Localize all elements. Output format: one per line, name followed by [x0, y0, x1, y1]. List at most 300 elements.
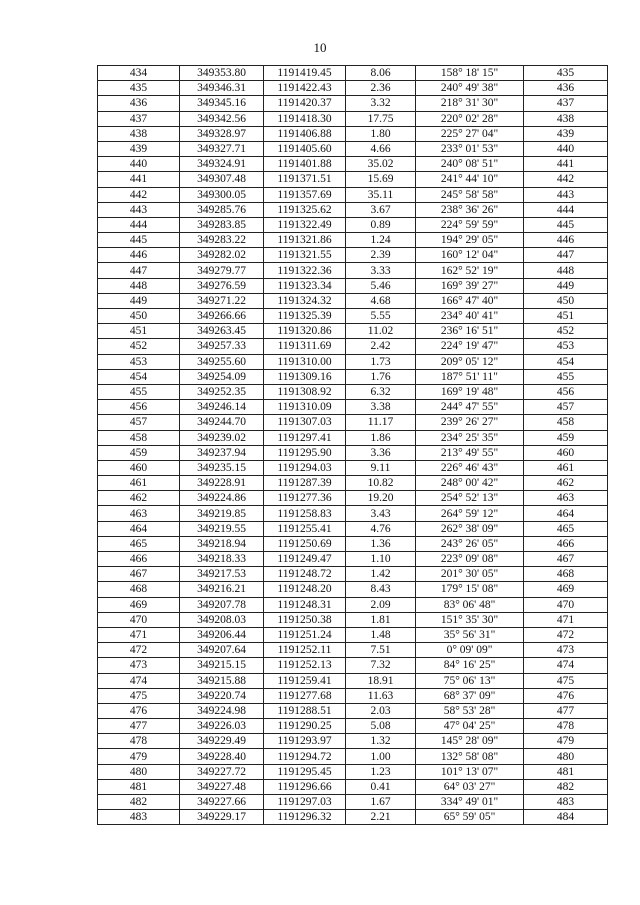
distance-cell: 35.02: [346, 157, 416, 172]
y-coordinate-cell: 1191321.86: [264, 233, 346, 248]
table-row: [98, 536, 608, 551]
point-to-cell: 443: [524, 187, 608, 202]
bearing-cell: 145° 28' 09": [416, 734, 524, 749]
y-coordinate-cell: 1191310.00: [264, 354, 346, 369]
point-to-cell: 448: [524, 263, 608, 278]
point-to-cell: 483: [524, 795, 608, 810]
x-coordinate-cell: 349216.21: [180, 582, 264, 597]
table-row: [98, 597, 608, 612]
y-coordinate-cell: 1191252.13: [264, 658, 346, 673]
y-coordinate-cell: 1191418.30: [264, 111, 346, 126]
x-coordinate-cell: 349237.94: [180, 445, 264, 460]
table-row: [98, 430, 608, 445]
table-row: [98, 354, 608, 369]
y-coordinate-cell: 1191406.88: [264, 126, 346, 141]
x-coordinate-cell: 349239.02: [180, 430, 264, 445]
bearing-cell: 241° 44' 10": [416, 172, 524, 187]
point-to-cell: 466: [524, 536, 608, 551]
point-from-cell: 457: [98, 415, 180, 430]
point-to-cell: 435: [524, 66, 608, 81]
table-row: [98, 324, 608, 339]
table-row: [98, 582, 608, 597]
distance-cell: 18.91: [346, 673, 416, 688]
table-row: [98, 66, 608, 81]
y-coordinate-cell: 1191252.11: [264, 643, 346, 658]
point-from-cell: 482: [98, 795, 180, 810]
bearing-cell: 234° 25' 35": [416, 430, 524, 445]
y-coordinate-cell: 1191296.32: [264, 810, 346, 825]
table-row: [98, 217, 608, 232]
point-to-cell: 442: [524, 172, 608, 187]
distance-cell: 3.33: [346, 263, 416, 278]
table-row: [98, 749, 608, 764]
point-to-cell: 475: [524, 673, 608, 688]
x-coordinate-cell: 349219.55: [180, 521, 264, 536]
x-coordinate-cell: 349252.35: [180, 384, 264, 399]
distance-cell: 7.32: [346, 658, 416, 673]
point-to-cell: 463: [524, 491, 608, 506]
point-to-cell: 441: [524, 157, 608, 172]
point-from-cell: 468: [98, 582, 180, 597]
point-from-cell: 448: [98, 278, 180, 293]
table-row: [98, 141, 608, 156]
y-coordinate-cell: 1191294.03: [264, 460, 346, 475]
bearing-cell: 65° 59' 05": [416, 810, 524, 825]
bearing-cell: 209° 05' 12": [416, 354, 524, 369]
y-coordinate-cell: 1191320.86: [264, 324, 346, 339]
y-coordinate-cell: 1191290.25: [264, 719, 346, 734]
point-from-cell: 477: [98, 719, 180, 734]
table-row: [98, 384, 608, 399]
table-row: [98, 233, 608, 248]
distance-cell: 1.10: [346, 552, 416, 567]
x-coordinate-cell: 349208.03: [180, 612, 264, 627]
bearing-cell: 264° 59' 12": [416, 506, 524, 521]
x-coordinate-cell: 349207.78: [180, 597, 264, 612]
x-coordinate-cell: 349279.77: [180, 263, 264, 278]
point-from-cell: 481: [98, 779, 180, 794]
point-to-cell: 476: [524, 688, 608, 703]
distance-cell: 4.68: [346, 293, 416, 308]
bearing-cell: 225° 27' 04": [416, 126, 524, 141]
bearing-cell: 240° 08' 51": [416, 157, 524, 172]
distance-cell: 4.66: [346, 141, 416, 156]
bearing-cell: 179° 15' 08": [416, 582, 524, 597]
table-row: [98, 703, 608, 718]
point-to-cell: 449: [524, 278, 608, 293]
distance-cell: 4.76: [346, 521, 416, 536]
distance-cell: 0.89: [346, 217, 416, 232]
table-row: [98, 309, 608, 324]
y-coordinate-cell: 1191293.97: [264, 734, 346, 749]
table-row: [98, 415, 608, 430]
x-coordinate-cell: 349215.15: [180, 658, 264, 673]
distance-cell: 1.67: [346, 795, 416, 810]
distance-cell: 2.09: [346, 597, 416, 612]
bearing-cell: 58° 53' 28": [416, 703, 524, 718]
point-to-cell: 462: [524, 476, 608, 491]
point-to-cell: 470: [524, 597, 608, 612]
bearing-cell: 223° 09' 08": [416, 552, 524, 567]
point-from-cell: 444: [98, 217, 180, 232]
y-coordinate-cell: 1191405.60: [264, 141, 346, 156]
distance-cell: 9.11: [346, 460, 416, 475]
y-coordinate-cell: 1191322.36: [264, 263, 346, 278]
table-row: [98, 202, 608, 217]
point-to-cell: 473: [524, 643, 608, 658]
distance-cell: 0.41: [346, 779, 416, 794]
y-coordinate-cell: 1191258.83: [264, 506, 346, 521]
bearing-cell: 334° 49' 01": [416, 795, 524, 810]
distance-cell: 1.80: [346, 126, 416, 141]
point-to-cell: 481: [524, 764, 608, 779]
bearing-cell: 254° 52' 13": [416, 491, 524, 506]
distance-cell: 1.36: [346, 536, 416, 551]
table-row: [98, 111, 608, 126]
table-row: [98, 96, 608, 111]
point-from-cell: 439: [98, 141, 180, 156]
table-row: [98, 293, 608, 308]
bearing-cell: 47° 04' 25": [416, 719, 524, 734]
distance-cell: 11.02: [346, 324, 416, 339]
y-coordinate-cell: 1191322.49: [264, 217, 346, 232]
y-coordinate-cell: 1191420.37: [264, 96, 346, 111]
x-coordinate-cell: 349353.80: [180, 66, 264, 81]
bearing-cell: 220° 02' 28": [416, 111, 524, 126]
point-from-cell: 443: [98, 202, 180, 217]
table-row: [98, 491, 608, 506]
x-coordinate-cell: 349324.91: [180, 157, 264, 172]
table-row: [98, 187, 608, 202]
y-coordinate-cell: 1191297.03: [264, 795, 346, 810]
y-coordinate-cell: 1191251.24: [264, 627, 346, 642]
x-coordinate-cell: 349257.33: [180, 339, 264, 354]
table-row: [98, 400, 608, 415]
table-row: [98, 157, 608, 172]
distance-cell: 1.32: [346, 734, 416, 749]
y-coordinate-cell: 1191277.36: [264, 491, 346, 506]
y-coordinate-cell: 1191309.16: [264, 369, 346, 384]
point-to-cell: 446: [524, 233, 608, 248]
table-row: [98, 810, 608, 825]
y-coordinate-cell: 1191250.38: [264, 612, 346, 627]
distance-cell: 1.48: [346, 627, 416, 642]
distance-cell: 3.67: [346, 202, 416, 217]
point-from-cell: 442: [98, 187, 180, 202]
x-coordinate-cell: 349224.86: [180, 491, 264, 506]
point-to-cell: 436: [524, 81, 608, 96]
table-row: [98, 81, 608, 96]
distance-cell: 5.08: [346, 719, 416, 734]
distance-cell: 19.20: [346, 491, 416, 506]
distance-cell: 3.32: [346, 96, 416, 111]
x-coordinate-cell: 349227.72: [180, 764, 264, 779]
point-to-cell: 480: [524, 749, 608, 764]
y-coordinate-cell: 1191311.69: [264, 339, 346, 354]
x-coordinate-cell: 349255.60: [180, 354, 264, 369]
bearing-cell: 224° 59' 59": [416, 217, 524, 232]
table-row: [98, 567, 608, 582]
point-to-cell: 465: [524, 521, 608, 536]
distance-cell: 10.82: [346, 476, 416, 491]
x-coordinate-cell: 349215.88: [180, 673, 264, 688]
distance-cell: 1.00: [346, 749, 416, 764]
point-from-cell: 464: [98, 521, 180, 536]
point-from-cell: 447: [98, 263, 180, 278]
bearing-cell: 68° 37' 09": [416, 688, 524, 703]
point-to-cell: 447: [524, 248, 608, 263]
x-coordinate-cell: 349228.40: [180, 749, 264, 764]
point-to-cell: 464: [524, 506, 608, 521]
table-row: [98, 795, 608, 810]
table-row: [98, 764, 608, 779]
distance-cell: 5.55: [346, 309, 416, 324]
point-to-cell: 484: [524, 810, 608, 825]
point-to-cell: 471: [524, 612, 608, 627]
y-coordinate-cell: 1191259.41: [264, 673, 346, 688]
point-from-cell: 454: [98, 369, 180, 384]
x-coordinate-cell: 349300.05: [180, 187, 264, 202]
bearing-cell: 218° 31' 30": [416, 96, 524, 111]
bearing-cell: 166° 47' 40": [416, 293, 524, 308]
point-from-cell: 471: [98, 627, 180, 642]
x-coordinate-cell: 349224.98: [180, 703, 264, 718]
y-coordinate-cell: 1191325.39: [264, 309, 346, 324]
point-to-cell: 440: [524, 141, 608, 156]
y-coordinate-cell: 1191295.90: [264, 445, 346, 460]
table-row: [98, 445, 608, 460]
table-row: [98, 521, 608, 536]
bearing-cell: 245° 58' 58": [416, 187, 524, 202]
page-number: 10: [313, 40, 327, 55]
bearing-cell: 160° 12' 04": [416, 248, 524, 263]
bearing-cell: 234° 40' 41": [416, 309, 524, 324]
point-to-cell: 469: [524, 582, 608, 597]
x-coordinate-cell: 349266.66: [180, 309, 264, 324]
point-from-cell: 435: [98, 81, 180, 96]
point-from-cell: 469: [98, 597, 180, 612]
x-coordinate-cell: 349283.22: [180, 233, 264, 248]
y-coordinate-cell: 1191401.88: [264, 157, 346, 172]
distance-cell: 5.46: [346, 278, 416, 293]
point-from-cell: 472: [98, 643, 180, 658]
y-coordinate-cell: 1191323.34: [264, 278, 346, 293]
distance-cell: 1.24: [346, 233, 416, 248]
bearing-cell: 240° 49' 38": [416, 81, 524, 96]
point-to-cell: 454: [524, 354, 608, 369]
distance-cell: 7.51: [346, 643, 416, 658]
point-to-cell: 457: [524, 400, 608, 415]
table-row: [98, 369, 608, 384]
y-coordinate-cell: 1191248.20: [264, 582, 346, 597]
table-body: [98, 66, 608, 825]
point-from-cell: 479: [98, 749, 180, 764]
bearing-cell: 201° 30' 05": [416, 567, 524, 582]
x-coordinate-cell: 349345.16: [180, 96, 264, 111]
point-to-cell: 453: [524, 339, 608, 354]
bearing-cell: 233° 01' 53": [416, 141, 524, 156]
x-coordinate-cell: 349229.17: [180, 810, 264, 825]
y-coordinate-cell: 1191288.51: [264, 703, 346, 718]
x-coordinate-cell: 349217.53: [180, 567, 264, 582]
table-row: [98, 248, 608, 263]
table-row: [98, 552, 608, 567]
x-coordinate-cell: 349227.66: [180, 795, 264, 810]
point-to-cell: 472: [524, 627, 608, 642]
distance-cell: 2.42: [346, 339, 416, 354]
point-to-cell: 460: [524, 445, 608, 460]
point-from-cell: 461: [98, 476, 180, 491]
x-coordinate-cell: 349285.76: [180, 202, 264, 217]
distance-cell: 1.76: [346, 369, 416, 384]
point-from-cell: 446: [98, 248, 180, 263]
point-to-cell: 482: [524, 779, 608, 794]
point-from-cell: 475: [98, 688, 180, 703]
x-coordinate-cell: 349219.85: [180, 506, 264, 521]
bearing-cell: 243° 26' 05": [416, 536, 524, 551]
distance-cell: 17.75: [346, 111, 416, 126]
x-coordinate-cell: 349227.48: [180, 779, 264, 794]
bearing-cell: 64° 03' 27": [416, 779, 524, 794]
bearing-cell: 236° 16' 51": [416, 324, 524, 339]
distance-cell: 2.39: [346, 248, 416, 263]
x-coordinate-cell: 349342.56: [180, 111, 264, 126]
point-from-cell: 453: [98, 354, 180, 369]
point-to-cell: 456: [524, 384, 608, 399]
bearing-cell: 0° 09' 09": [416, 643, 524, 658]
bearing-cell: 244° 47' 55": [416, 400, 524, 415]
y-coordinate-cell: 1191277.68: [264, 688, 346, 703]
point-from-cell: 467: [98, 567, 180, 582]
x-coordinate-cell: 349206.44: [180, 627, 264, 642]
x-coordinate-cell: 349226.03: [180, 719, 264, 734]
distance-cell: 3.36: [346, 445, 416, 460]
x-coordinate-cell: 349263.45: [180, 324, 264, 339]
table-row: [98, 263, 608, 278]
point-from-cell: 445: [98, 233, 180, 248]
distance-cell: 15.69: [346, 172, 416, 187]
bearing-cell: 169° 19' 48": [416, 384, 524, 399]
table-row: [98, 612, 608, 627]
x-coordinate-cell: 349235.15: [180, 460, 264, 475]
distance-cell: 2.21: [346, 810, 416, 825]
point-to-cell: 459: [524, 430, 608, 445]
point-from-cell: 480: [98, 764, 180, 779]
x-coordinate-cell: 349283.85: [180, 217, 264, 232]
x-coordinate-cell: 349271.22: [180, 293, 264, 308]
y-coordinate-cell: 1191255.41: [264, 521, 346, 536]
y-coordinate-cell: 1191371.51: [264, 172, 346, 187]
distance-cell: 2.36: [346, 81, 416, 96]
y-coordinate-cell: 1191321.55: [264, 248, 346, 263]
table-row: [98, 172, 608, 187]
distance-cell: 3.43: [346, 506, 416, 521]
bearing-cell: 84° 16' 25": [416, 658, 524, 673]
table-row: [98, 476, 608, 491]
bearing-cell: 83° 06' 48": [416, 597, 524, 612]
distance-cell: 11.63: [346, 688, 416, 703]
point-to-cell: 450: [524, 293, 608, 308]
point-from-cell: 460: [98, 460, 180, 475]
y-coordinate-cell: 1191419.45: [264, 66, 346, 81]
distance-cell: 6.32: [346, 384, 416, 399]
x-coordinate-cell: 349254.09: [180, 369, 264, 384]
point-from-cell: 458: [98, 430, 180, 445]
point-from-cell: 476: [98, 703, 180, 718]
x-coordinate-cell: 349244.70: [180, 415, 264, 430]
distance-cell: 8.06: [346, 66, 416, 81]
x-coordinate-cell: 349276.59: [180, 278, 264, 293]
x-coordinate-cell: 349218.94: [180, 536, 264, 551]
point-to-cell: 437: [524, 96, 608, 111]
distance-cell: 11.17: [346, 415, 416, 430]
point-from-cell: 441: [98, 172, 180, 187]
bearing-cell: 101° 13' 07": [416, 764, 524, 779]
y-coordinate-cell: 1191296.66: [264, 779, 346, 794]
point-from-cell: 440: [98, 157, 180, 172]
table-row: [98, 460, 608, 475]
bearing-cell: 226° 46' 43": [416, 460, 524, 475]
table-row: [98, 126, 608, 141]
y-coordinate-cell: 1191297.41: [264, 430, 346, 445]
point-to-cell: 477: [524, 703, 608, 718]
x-coordinate-cell: 349218.33: [180, 552, 264, 567]
y-coordinate-cell: 1191248.72: [264, 567, 346, 582]
y-coordinate-cell: 1191325.62: [264, 202, 346, 217]
point-from-cell: 451: [98, 324, 180, 339]
point-from-cell: 478: [98, 734, 180, 749]
y-coordinate-cell: 1191308.92: [264, 384, 346, 399]
y-coordinate-cell: 1191307.03: [264, 415, 346, 430]
table-row: [98, 673, 608, 688]
point-from-cell: 452: [98, 339, 180, 354]
bearing-cell: 194° 29' 05": [416, 233, 524, 248]
point-from-cell: 474: [98, 673, 180, 688]
point-to-cell: 451: [524, 309, 608, 324]
table-row: [98, 278, 608, 293]
distance-cell: 1.73: [346, 354, 416, 369]
x-coordinate-cell: 349220.74: [180, 688, 264, 703]
point-from-cell: 463: [98, 506, 180, 521]
point-from-cell: 470: [98, 612, 180, 627]
bearing-cell: 224° 19' 47": [416, 339, 524, 354]
bearing-cell: 158° 18' 15": [416, 66, 524, 81]
x-coordinate-cell: 349346.31: [180, 81, 264, 96]
coordinates-table: [97, 65, 608, 825]
table-row: [98, 688, 608, 703]
table-row: [98, 719, 608, 734]
x-coordinate-cell: 349229.49: [180, 734, 264, 749]
y-coordinate-cell: 1191248.31: [264, 597, 346, 612]
table-row: [98, 658, 608, 673]
distance-cell: 3.38: [346, 400, 416, 415]
point-to-cell: 439: [524, 126, 608, 141]
table-row: [98, 779, 608, 794]
bearing-cell: 262° 38' 09": [416, 521, 524, 536]
y-coordinate-cell: 1191310.09: [264, 400, 346, 415]
x-coordinate-cell: 349207.64: [180, 643, 264, 658]
x-coordinate-cell: 349228.91: [180, 476, 264, 491]
bearing-cell: 187° 51' 11": [416, 369, 524, 384]
point-to-cell: 455: [524, 369, 608, 384]
y-coordinate-cell: 1191357.69: [264, 187, 346, 202]
point-from-cell: 437: [98, 111, 180, 126]
point-to-cell: 461: [524, 460, 608, 475]
point-to-cell: 438: [524, 111, 608, 126]
point-from-cell: 459: [98, 445, 180, 460]
point-from-cell: 456: [98, 400, 180, 415]
table-row: [98, 734, 608, 749]
